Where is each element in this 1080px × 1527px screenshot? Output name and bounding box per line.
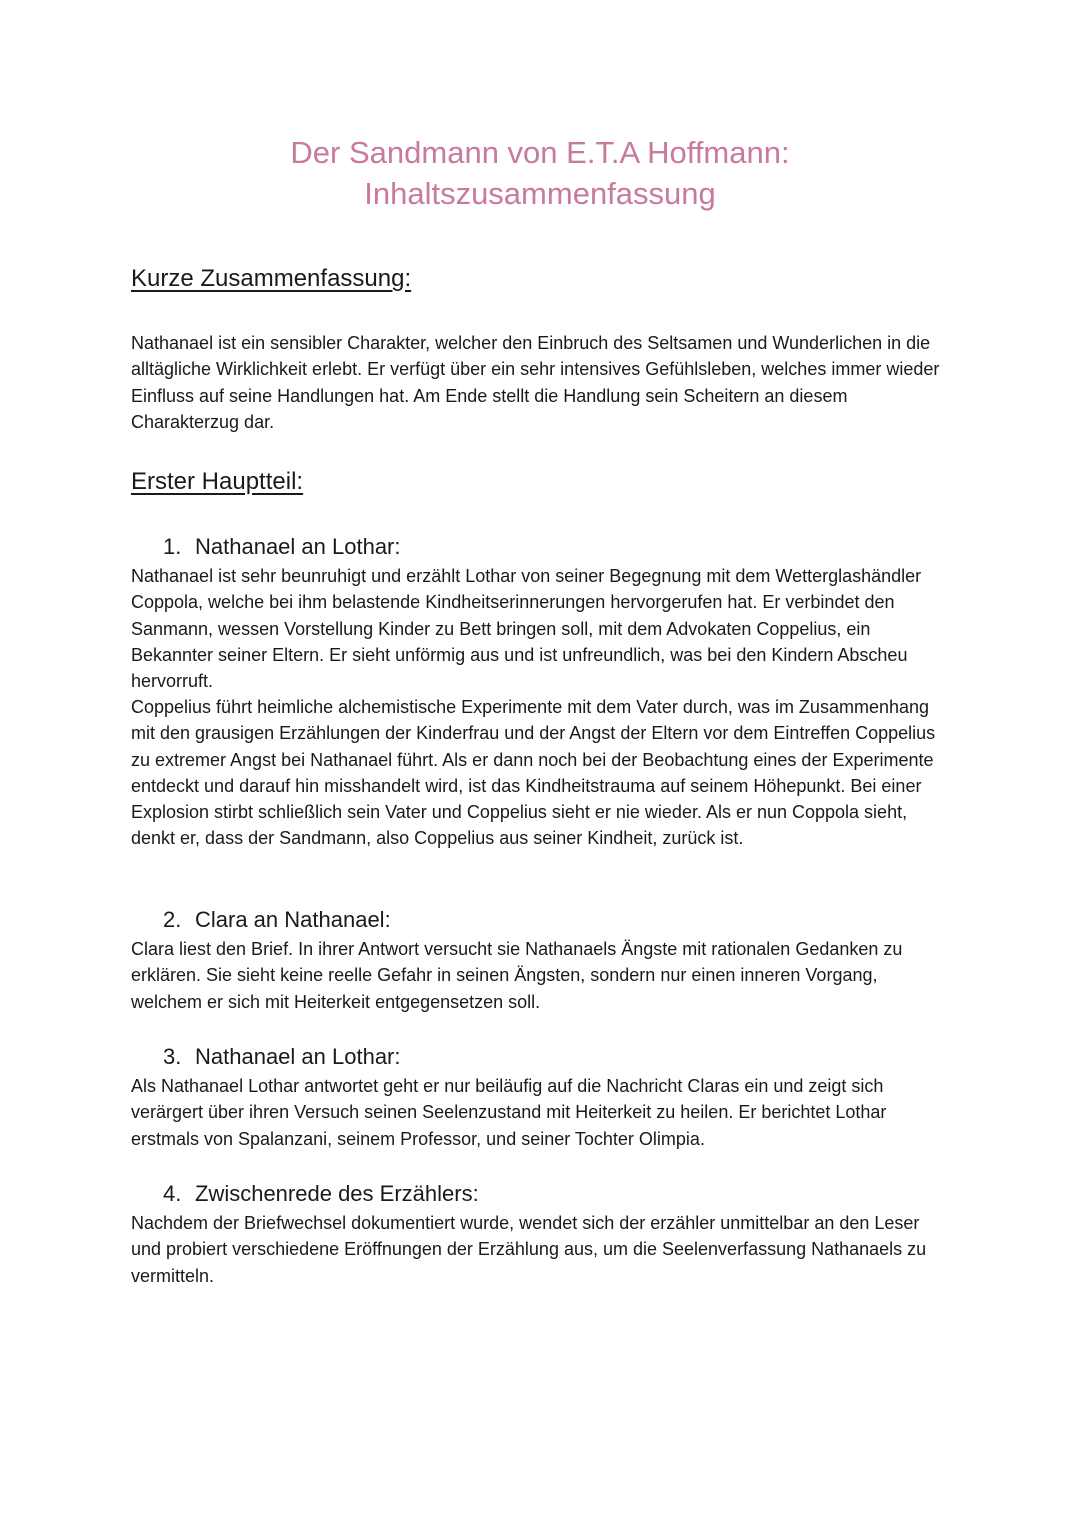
part1-heading: Erster Hauptteil: — [131, 468, 304, 495]
item-4-title: Zwischenrede des Erzählers: — [195, 1181, 479, 1206]
item-3-number: 3. — [163, 1044, 182, 1069]
item-1-title: Nathanael an Lothar: — [195, 534, 401, 559]
item-3-title: Nathanael an Lothar: — [195, 1044, 401, 1069]
item-3-heading — [163, 1043, 401, 1071]
title-line-1: Der Sandmann von E.T.A Hoffmann: — [290, 135, 790, 170]
summary-paragraph: Nathanael ist ein sensibler Charakter, welcher den Einbruch des Seltsamen und Wunderlichen in die alltägliche Wirklichkeit erlebt. Er verfügt über ein sehr intensives Gefühlsleben, welches immer wieder Einfluss auf seine Handlungen hat. Am Ende stellt die Handlung sein Scheitern an diesem Charakterzug dar. — [131, 333, 940, 432]
item-2-number: 2. — [163, 907, 182, 932]
item-4-number: 4. — [163, 1181, 182, 1206]
document-title — [0, 132, 1080, 214]
item-2-paragraph: Clara liest den Brief. In ihrer Antwort versucht sie Nathanaels Ängste mit rationalen Gedanken zu erklären. Sie sieht keine reelle Gefahr in seinen Ängsten, sondern nur einen inneren Vorgang, welchem er sich mit Heiterkeit entgegensetzen soll. — [131, 939, 903, 1012]
item-3-paragraph: Als Nathanael Lothar antwortet geht er nur beiläufig auf die Nachricht Claras ein und zeigt sich verärgert über ihren Versuch seinen Seelenzustand mit Heiterkeit zu heilen. Er berichtet Lothar erstmals von Spalanzani, seinem Professor, und seiner Tochter Olimpia. — [131, 1076, 887, 1149]
item-2-heading — [163, 906, 391, 934]
item-1-number: 1. — [163, 534, 182, 559]
title-line-2: Inhaltszusammenfassung — [364, 176, 716, 211]
item-4-paragraph: Nachdem der Briefwechsel dokumentiert wurde, wendet sich der erzähler unmittelbar an den Leser und probiert verschiedene Eröffnungen der Erzählung aus, um die Seelenverfassung Nathanaels zu vermitteln. — [131, 1213, 927, 1286]
item-1-paragraph-2: Coppelius führt heimliche alchemistische Experimente mit dem Vater durch, was im Zusammenhang mit den grausigen Erzählungen der Kinderfrau und der Angst der Eltern vor dem Eintreffen Coppelius zu extremer Angst bei Nathanael führt. Als er dann noch bei der Beobachtung eines der Experimente entdeckt und darauf hin misshandelt wird, ist das Kindheitstrauma auf seinem Höhepunkt. Bei einer Explosion stirbt schließlich sein Vater und Coppelius sieht er nie wieder. Als er nun Coppola sieht, denkt er, dass der Sandmann, also Coppelius aus seiner Kindheit, zurück ist. — [131, 697, 936, 849]
item-1-paragraph: Nathanael ist sehr beunruhigt und erzählt Lothar von seiner Begegnung mit dem Wetterglashändler Coppola, welche bei ihm belastende Kindheitserinnerungen hervorgerufen hat. Er verbindet den Sanmann, wessen Vorstellung Kinder zu Bett bringen soll, mit dem Advokaten Coppelius, ein Bekannter seiner Eltern. Er sieht unförmig aus und ist unfreundlich, was bei den Kindern Abscheu hervorruft. — [131, 566, 922, 692]
item-1-heading — [163, 533, 401, 561]
item-4-heading — [163, 1180, 479, 1208]
summary-heading: Kurze Zusammenfassung: — [131, 265, 412, 292]
item-2-title: Clara an Nathanael: — [195, 907, 391, 932]
